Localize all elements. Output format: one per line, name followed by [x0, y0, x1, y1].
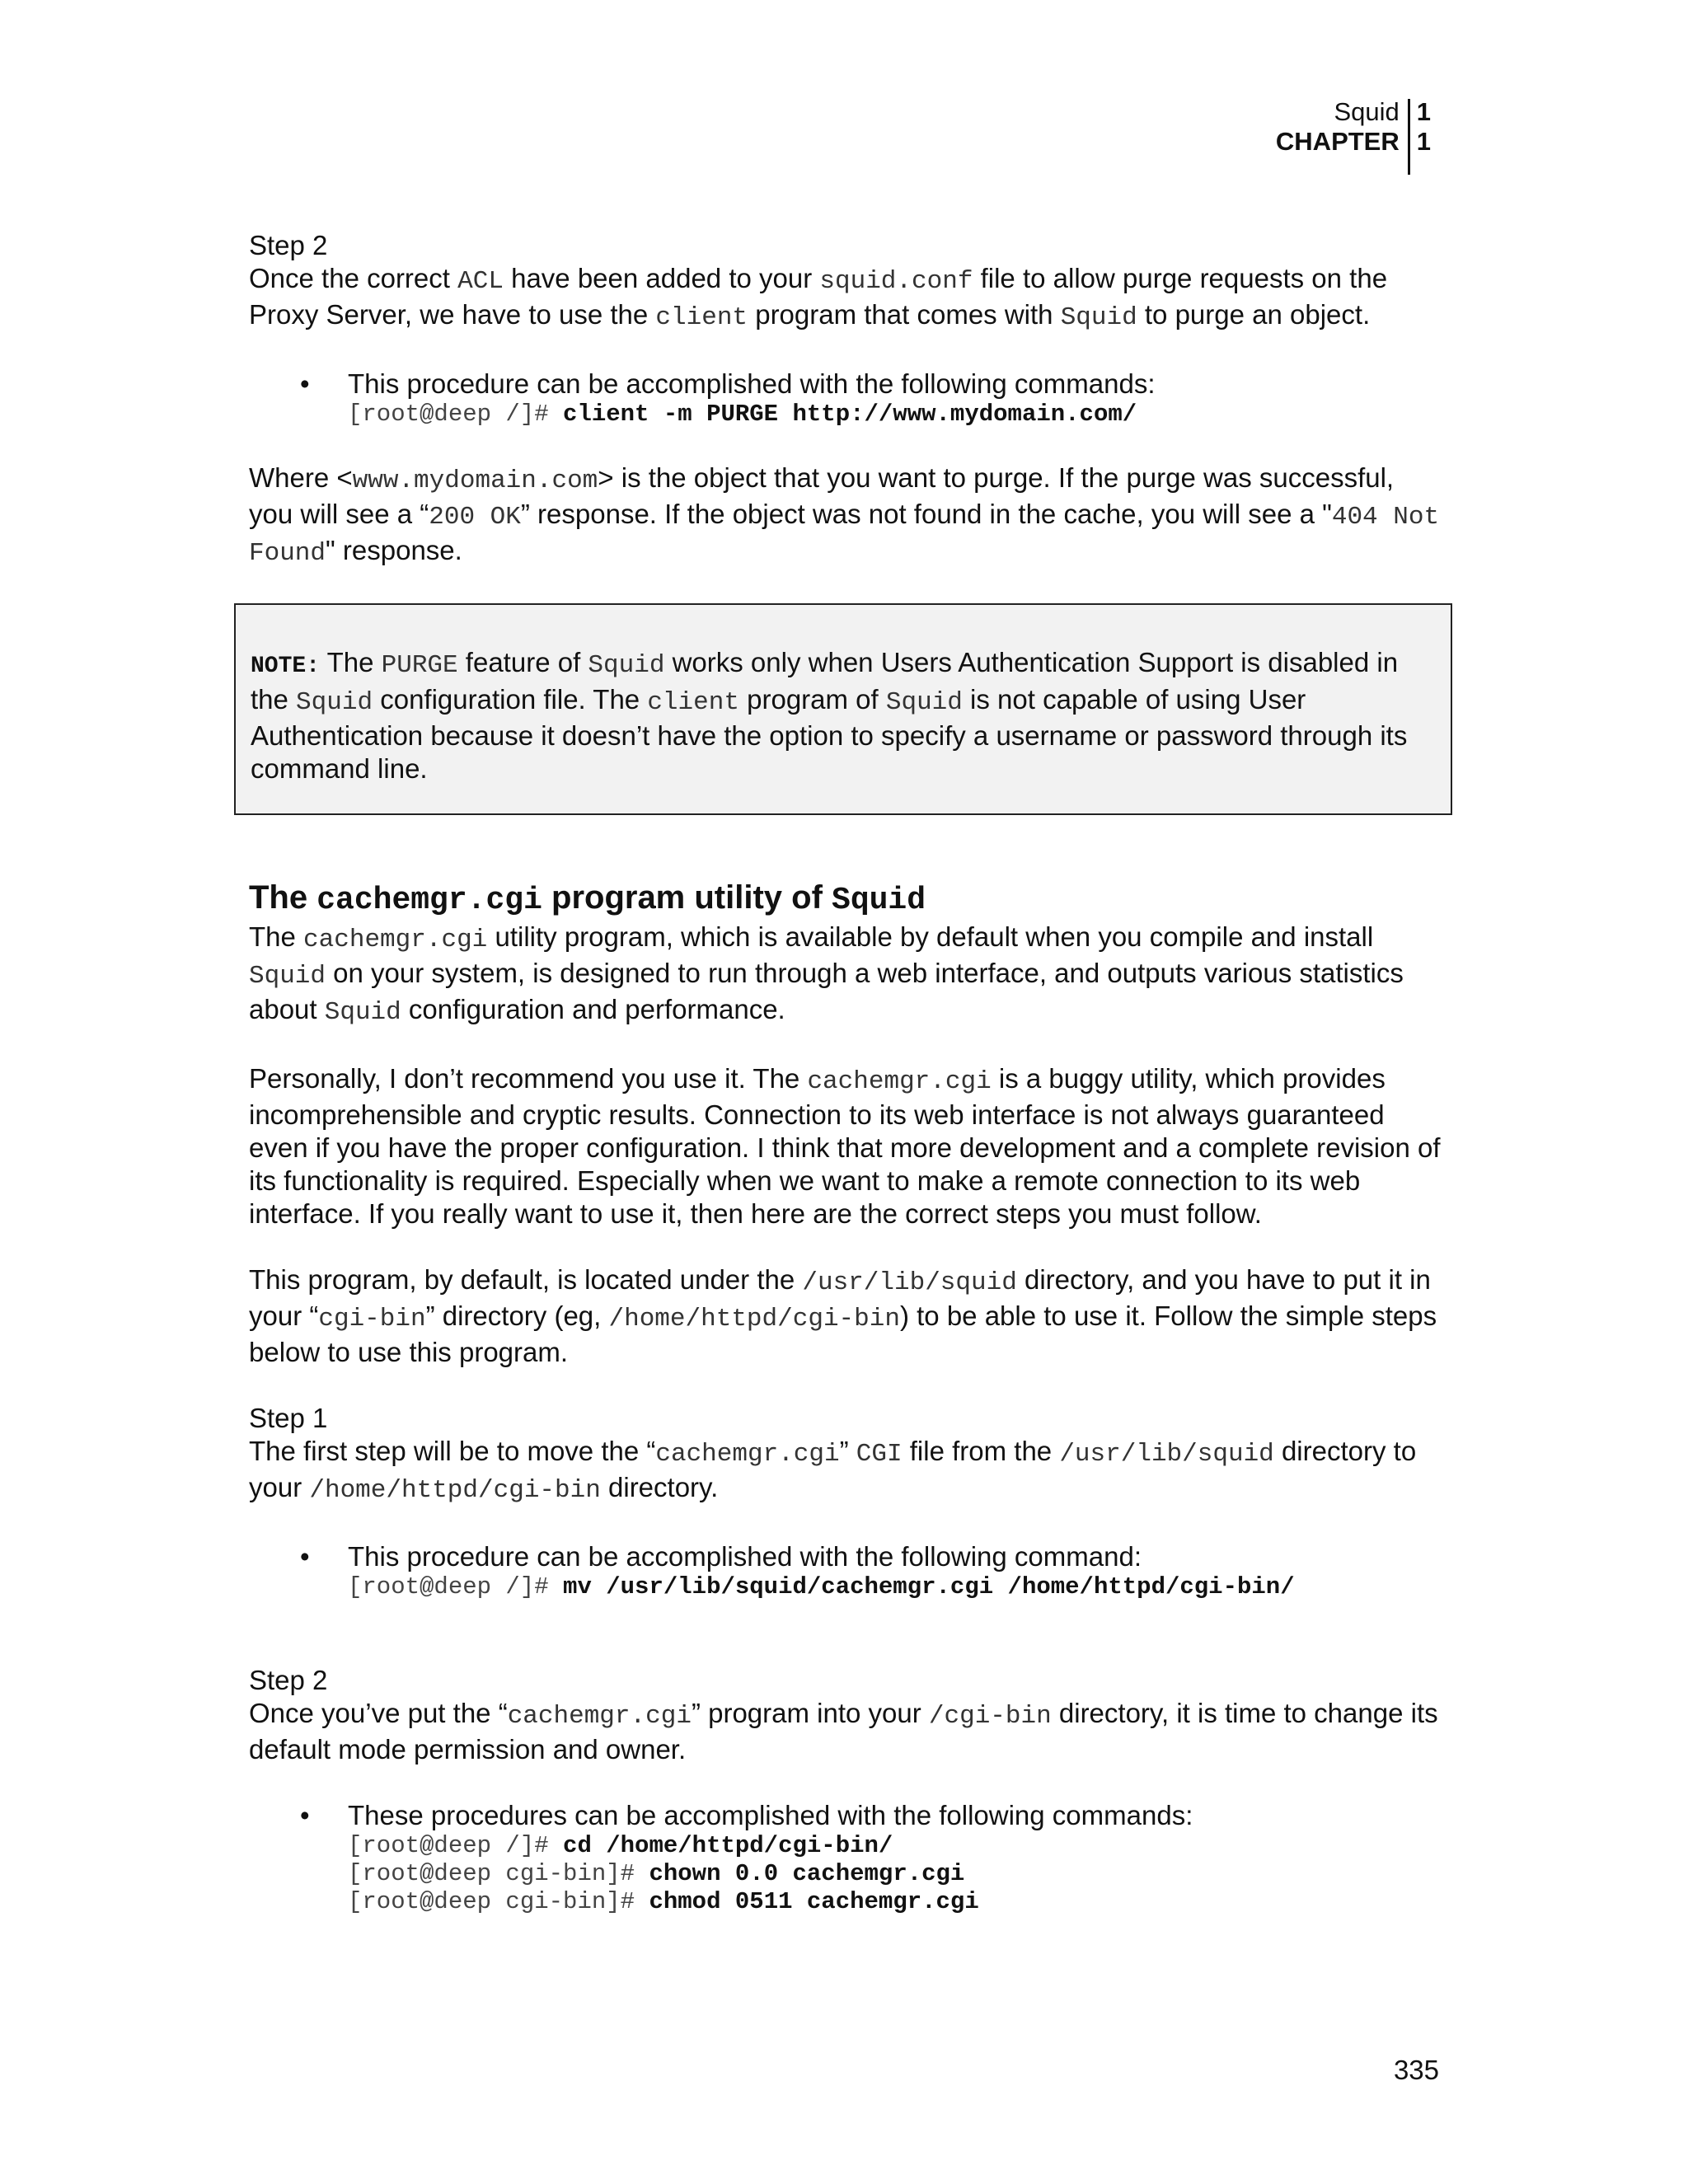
page-content — [249, 229, 1444, 1916]
command-line: [root@deep /]# cd /home/httpd/cgi-bin/ — [348, 1832, 893, 1859]
paragraph: The cachemgr.cgi utility program, which is available by default when you compile and install Squid on your system, is designed to run through a web interface, and outputs various statistics about Squid configuration and performance. — [249, 921, 1404, 1027]
step-heading: Step 1 — [249, 1403, 328, 1433]
header-part-number: 1 — [1416, 97, 1431, 126]
command-line: [root@deep /]# mv /usr/lib/squid/cachemgr.cgi /home/httpd/cgi-bin/ — [348, 1573, 1295, 1601]
bullet-text: This procedure can be accomplished with the following command: — [348, 1541, 1142, 1572]
bullet-item — [249, 1540, 1444, 1601]
paragraph: This program, by default, is located under the /usr/lib/squid directory, and you have to put it in your “cgi-bin” directory (eg, /home/httpd/cgi-bin) to be able to use it. Follow the simple steps below to use this program. — [249, 1264, 1437, 1367]
note-box — [234, 603, 1452, 815]
header-book-title: Squid — [1334, 97, 1400, 126]
paragraph: Where <www.mydomain.com> is the object that you want to purge. If the purge was successful, you will see a “200 OK” response. If the object was not found in the cache, you will see a "404 Not Found" response. — [249, 462, 1440, 568]
header-chapter-label: CHAPTER — [1275, 127, 1400, 156]
header-labels — [1276, 97, 1408, 175]
page-number: 335 — [1393, 2055, 1439, 2085]
note-label: NOTE: — [251, 654, 321, 679]
paragraph: Once you’ve put the “cachemgr.cgi” program into your /cgi-bin directory, it is time to change its default mode permission and owner. — [249, 1698, 1438, 1765]
command-line: [root@deep cgi-bin]# chmod 0511 cachemgr.cgi — [348, 1888, 979, 1915]
bullet-item — [249, 1799, 1444, 1916]
running-header — [1276, 97, 1431, 175]
paragraph: Once the correct ACL have been added to your squid.conf file to allow purge requests on the Proxy Server, we have to use the client program that comes with Squid to purge an object. — [249, 263, 1388, 332]
header-chapter-number: 1 — [1416, 127, 1431, 156]
section-title: The cachemgr.cgi program utility of Squid — [249, 879, 926, 918]
bullet-text: This procedure can be accomplished with the following commands: — [348, 368, 1156, 399]
note-text: NOTE: The PURGE feature of Squid works only when Users Authentication Support is disabled in the Squid configuration file. The client program of Squid is not capable of using User Authentication because it doesn’t have the option to specify a username or password through its command line. — [251, 647, 1408, 784]
bullet-icon: • — [300, 1800, 310, 1830]
paragraph: The first step will be to move the “cachemgr.cgi” CGI file from the /usr/lib/squid directory to your /home/httpd/cgi-bin directory. — [249, 1436, 1417, 1505]
bullet-item — [249, 368, 1444, 429]
bullet-icon: • — [300, 1541, 310, 1572]
header-numbers — [1410, 97, 1431, 175]
bullet-text: These procedures can be accomplished with the following commands: — [348, 1800, 1193, 1830]
paragraph: Personally, I don’t recommend you use it. The cachemgr.cgi is a buggy utility, which provides incomprehensible and cryptic results. Connection to its web interface is not always guaranteed even if you have the proper configuration. I think that more development and a complete revision of its functionality is required. Especially when we want to make a remote connection to its web interface. If you really want to use it, then here are the correct steps you must follow. — [249, 1063, 1441, 1229]
step-heading: Step 2 — [249, 230, 328, 260]
bullet-icon: • — [300, 368, 310, 399]
step-heading: Step 2 — [249, 1665, 328, 1695]
command-line: [root@deep /]# client -m PURGE http://www.mydomain.com/ — [348, 401, 1137, 428]
command-line: [root@deep cgi-bin]# chown 0.0 cachemgr.cgi — [348, 1860, 965, 1887]
